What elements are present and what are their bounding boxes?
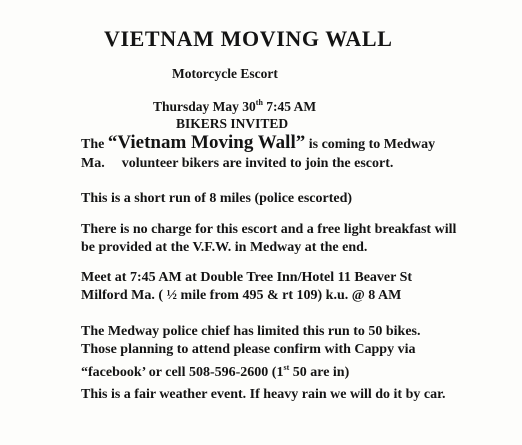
weather-paragraph: This is a fair weather event. If heavy rain we will do it by car. xyxy=(81,387,446,402)
meeting-paragraph xyxy=(81,269,412,305)
meeting-line-1: Meet at 7:45 AM at Double Tree Inn/Hotel 11 Beaver St xyxy=(81,270,413,285)
intro-line-2 xyxy=(81,155,435,173)
invite-heading: BIKERS INVITED xyxy=(176,116,289,131)
event-date xyxy=(153,98,316,115)
intro-volunteers: volunteer bikers are invited to join the escort. xyxy=(121,156,394,171)
intro-paragraph xyxy=(81,132,435,173)
contact-note: 50 are in) xyxy=(289,365,350,380)
event-date-ordinal: th xyxy=(255,98,263,107)
event-time: 7:45 AM xyxy=(262,99,317,114)
limit-line-1: The Medway police chief has limited this run to 50 bikes. xyxy=(81,324,421,339)
intro-rest: is coming to Medway xyxy=(305,137,436,152)
meeting-line-2: Milford Ma. ( ½ mile from 495 & rt 109) k.u. @ 8 AM xyxy=(81,288,402,303)
limit-line-2: Those planning to attend please confirm with Cappy via xyxy=(81,342,416,357)
breakfast-line-1: There is no charge for this escort and a free light breakfast will xyxy=(81,222,457,237)
event-date-text: Thursday May 30 xyxy=(153,99,256,114)
intro-state: Ma. xyxy=(81,156,105,171)
intro-prefix: The xyxy=(81,137,108,152)
limit-paragraph xyxy=(81,323,421,382)
contact-text: “facebook’ or cell 508-596-2600 (1 xyxy=(81,365,284,380)
limit-line-3 xyxy=(81,359,421,382)
breakfast-paragraph xyxy=(81,221,456,257)
contact-ordinal: st xyxy=(283,363,290,372)
event-name: “Vietnam Moving Wall” xyxy=(107,132,306,153)
breakfast-line-2: be provided at the V.F.W. in Medway at the end. xyxy=(81,240,368,255)
flyer-subtitle: Motorcycle Escort xyxy=(172,66,278,81)
run-distance-paragraph: This is a short run of 8 miles (police escorted) xyxy=(81,191,353,206)
flyer-title: VIETNAM MOVING WALL xyxy=(104,26,393,51)
